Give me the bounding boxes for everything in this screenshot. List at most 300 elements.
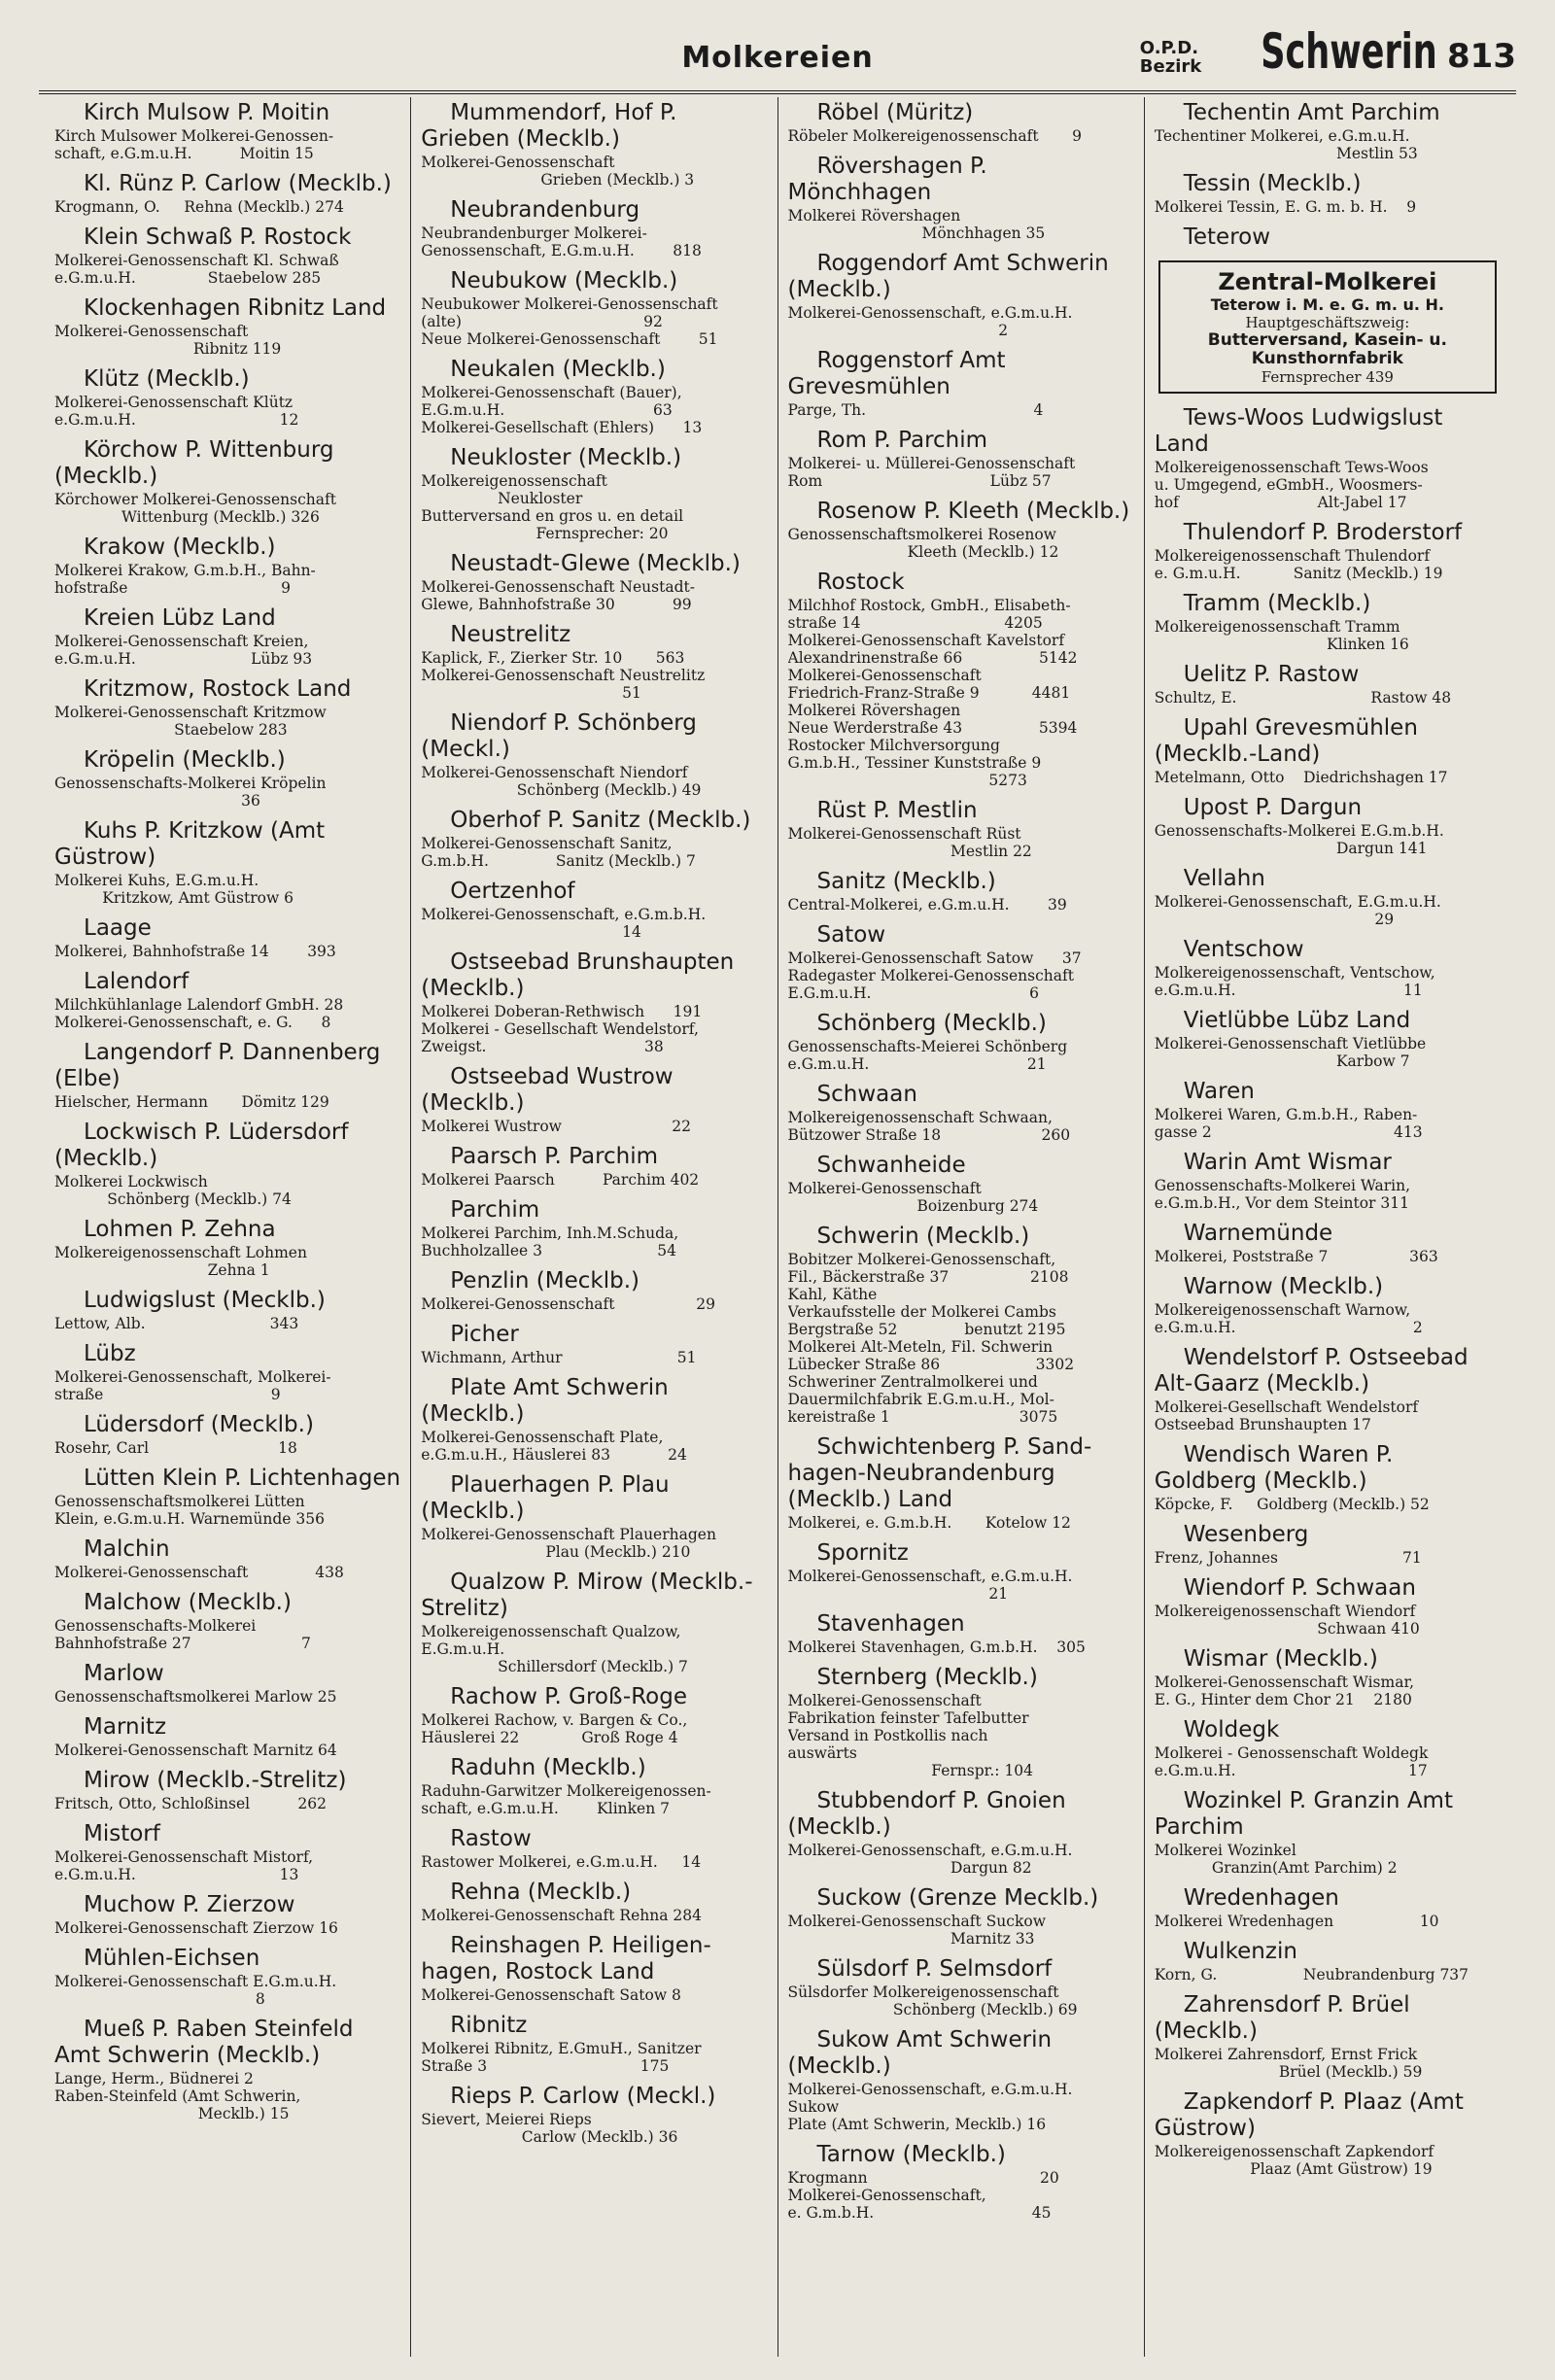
place-name: Muchow P. Zierzow xyxy=(84,1892,295,1917)
entry-line: Raduhn-Garwitzer Molkereigenossen- xyxy=(421,1782,711,1800)
entry-line: Molkerei-Genossenschaft Satow 8 xyxy=(421,1986,681,2004)
directory-entry xyxy=(421,949,767,1055)
directory-entry xyxy=(788,1788,1134,1877)
place-name: Rostock xyxy=(816,569,905,595)
entry-line: Schweriner Zentralmolkerei und xyxy=(787,1373,1038,1391)
place-name: Rom P. Parchim xyxy=(816,428,988,453)
entry-line: Karbow 7 xyxy=(1154,1052,1410,1070)
entry-line: Klein, e.G.m.u.H. Warnemünde 356 xyxy=(54,1510,325,1528)
entry-line: E. G., Hinter dem Chor 21 2180 xyxy=(1154,1691,1412,1708)
place-name: Ribnitz xyxy=(450,2013,528,2038)
entry-line: Brüel (Mecklb.) 59 xyxy=(1154,2063,1423,2081)
entry-line: Plaaz (Amt Güstrow) 19 xyxy=(1154,2160,1433,2178)
place-name: Oberhof P. Sanitz (Mecklb.) xyxy=(450,808,751,833)
entry-line: Dauermilchfabrik E.G.m.u.H., Mol- xyxy=(787,1391,1054,1408)
entry-line: Molkerei Lockwisch xyxy=(54,1173,208,1190)
directory-entry xyxy=(421,1472,767,1561)
place-name: Warnemünde xyxy=(1183,1221,1333,1246)
directory-entry xyxy=(54,1946,400,2008)
directory-entry xyxy=(1155,591,1501,653)
directory-entry xyxy=(421,1144,767,1189)
entry-line: Bobitzer Molkerei-Genossenschaft, xyxy=(787,1251,1056,1268)
entry-line: Neubukower Molkerei-Genossenschaft xyxy=(421,295,718,313)
place-name: Rastow xyxy=(450,1826,532,1851)
entry-line: Krogmann, O. Rehna (Mecklb.) 274 xyxy=(54,198,344,216)
entry-line: Zweigst. 38 xyxy=(421,1038,664,1055)
entry-line: Molkerei-Genossenschaft Kavelstorf xyxy=(787,632,1065,649)
entry-line: Molkereigenossenschaft Qualzow, xyxy=(421,1623,681,1640)
place-name: Stubbendorf P. Gnoien (Mecklb.) xyxy=(787,1788,1066,1840)
place-name: Wendelstorf P. Ostseebad Alt-Gaarz (Mecklb.) xyxy=(1154,1345,1469,1397)
place-name: Mueß P. Raben Steinfeld Amt Schwerin (Mecklb.) xyxy=(54,2017,354,2068)
entry-line: Molkerei Krakow, G.m.b.H., Bahn- xyxy=(54,562,316,579)
entry-line: Boizenburg 274 xyxy=(787,1197,1039,1215)
directory-entry xyxy=(54,1661,400,1706)
place-name: Rachow P. Groß-Roge xyxy=(450,1684,687,1709)
entry-line: Alexandrinenstraße 66 5142 xyxy=(787,649,1078,667)
directory-entry xyxy=(54,224,400,287)
entry-line: Häuslerei 22 Groß Roge 4 xyxy=(421,1729,678,1746)
column-1 xyxy=(45,97,411,2357)
entry-line: schaft, e.G.m.u.H. Moitin 15 xyxy=(54,145,314,162)
district-city: Schwerin xyxy=(1261,23,1438,80)
place-name: Vellahn xyxy=(1183,866,1265,891)
entry-line: Staebelow 283 xyxy=(54,721,288,739)
entry-line: Molkerei-Genossenschaft Plauerhagen xyxy=(421,1526,716,1543)
place-name: Lütten Klein P. Lichtenhagen xyxy=(84,1466,401,1491)
entry-line: Milchhof Rostock, GmbH., Elisabeth- xyxy=(787,597,1071,614)
directory-entry xyxy=(1155,1274,1501,1336)
entry-line: Genossenschafts-Molkerei Kröpelin xyxy=(54,775,327,792)
entry-line: Buchholzallee 3 54 xyxy=(421,1242,676,1259)
entry-line: Molkerei-Genossenschaft Plate, xyxy=(421,1429,664,1446)
directory-entry xyxy=(421,710,767,799)
entry-line: Molkerei Waren, G.m.b.H., Raben- xyxy=(1154,1106,1418,1123)
entry-line: Schönberg (Mecklb.) 69 xyxy=(787,2001,1078,2018)
place-name: Mühlen-Eichsen xyxy=(84,1946,260,1971)
place-name: Klein Schwaß P. Rostock xyxy=(84,224,352,250)
entry-line: Molkereigenossenschaft, Ventschow, xyxy=(1154,964,1435,982)
directory-entry xyxy=(54,535,400,597)
place-name: Tessin (Mecklb.) xyxy=(1183,171,1362,196)
entry-line: auswärts xyxy=(787,1744,857,1762)
entry-line: Molkerei Ribnitz, E.GmuH., Sanitzer xyxy=(421,2040,702,2057)
directory-entry xyxy=(54,1466,400,1528)
entry-line: Molkerei-Genossenschaft, E.G.m.u.H. xyxy=(1154,893,1441,911)
entry-line: Granzin(Amt Parchim) 2 xyxy=(1154,1859,1398,1877)
entry-line: E.G.m.u.H. 63 xyxy=(421,401,673,419)
directory-entry xyxy=(54,295,400,358)
header-rule xyxy=(39,90,1516,94)
place-name: Schwerin (Mecklb.) xyxy=(816,1224,1030,1249)
directory-entry xyxy=(1155,1345,1501,1433)
entry-line: Rastower Molkerei, e.G.m.u.H. 14 xyxy=(421,1853,702,1871)
directory-entry xyxy=(54,1120,400,1208)
entry-line: Molkerei Rövershagen xyxy=(787,207,961,224)
entry-line: G.m.b.H., Tessiner Kunststraße 9 xyxy=(787,754,1042,772)
entry-line: Lettow, Alb. 343 xyxy=(54,1315,299,1332)
entry-line: 21 xyxy=(787,1585,1009,1603)
entry-line: gasse 2 413 xyxy=(1154,1123,1423,1141)
directory-entry xyxy=(788,1011,1134,1073)
directory-entry xyxy=(421,1684,767,1746)
entry-line: Fernsprecher: 20 xyxy=(421,525,669,542)
entry-line: Molkerei Parchim, Inh.M.Schuda, xyxy=(421,1224,679,1242)
place-name: Körchow P. Wittenburg (Mecklb.) xyxy=(54,437,334,489)
place-name: Kl. Rünz P. Carlow (Mecklb.) xyxy=(84,171,392,196)
entry-line: Neue Molkerei-Genossenschaft 51 xyxy=(421,330,718,348)
entry-line: 29 xyxy=(1154,911,1395,928)
place-name: Sülsdorf P. Selmsdorf xyxy=(816,1956,1053,1982)
directory-entry xyxy=(788,251,1134,339)
entry-line: Genossenschaftsmolkerei Rosenow xyxy=(787,526,1056,543)
place-name: Kirch Mulsow P. Moitin xyxy=(84,100,330,125)
place-name: Lübz xyxy=(84,1341,136,1366)
place-name: Kuhs P. Kritzkow (Amt Güstrow) xyxy=(54,818,326,870)
place-name: Sanitz (Mecklb.) xyxy=(816,869,996,894)
entry-line: e. G.m.u.H. Sanitz (Mecklb.) 19 xyxy=(1154,565,1443,582)
place-name: Wozinkel P. Granzin Amt Parchim xyxy=(1154,1788,1453,1840)
place-name: Zahrensdorf P. Brüel (Mecklb.) xyxy=(1154,1992,1410,2044)
entry-line: Genossenschaft, E.G.m.u.H. 818 xyxy=(421,242,702,259)
directory-entry xyxy=(54,1590,400,1652)
entry-line: Molkerei-Genossenschaft xyxy=(787,667,982,684)
entry-line: Glewe, Bahnhofstraße 30 99 xyxy=(421,596,692,613)
directory-entry xyxy=(1155,1646,1501,1708)
place-name: Langendorf P. Dannenberg (Elbe) xyxy=(54,1040,381,1091)
place-name: Warnow (Mecklb.) xyxy=(1183,1274,1384,1299)
entry-line: e.G.m.u.H. Lübz 93 xyxy=(54,650,313,668)
place-name: Ludwigslust (Mecklb.) xyxy=(84,1288,326,1313)
directory-entry xyxy=(788,1611,1134,1656)
entry-line: Parge, Th. 4 xyxy=(787,401,1044,419)
entry-line: Genossenschafts-Meierei Schönberg xyxy=(787,1038,1068,1055)
directory-entry xyxy=(788,2142,1134,2222)
entry-line: 2 xyxy=(787,322,1009,339)
entry-line: Kleeth (Mecklb.) 12 xyxy=(787,543,1059,561)
place-name: Upost P. Dargun xyxy=(1183,795,1363,820)
entry-line: Kahl, Käthe xyxy=(787,1286,878,1303)
entry-line: Genossenschaftsmolkerei Marlow 25 xyxy=(54,1688,337,1706)
entry-line: Metelmann, Otto Diedrichshagen 17 xyxy=(1154,769,1448,786)
entry-line: Fabrikation feinster Tafelbutter xyxy=(787,1709,1029,1727)
directory-entry xyxy=(54,1536,400,1581)
entry-line: Molkerei, Poststraße 7 363 xyxy=(1154,1248,1438,1265)
entry-line: Kaplick, F., Zierker Str. 10 563 xyxy=(421,649,685,667)
directory-entry xyxy=(54,676,400,739)
entry-line: Molkerei, Bahnhofstraße 14 393 xyxy=(54,943,336,960)
entry-line: Molkereigenossenschaft Zapkendorf xyxy=(1154,2143,1434,2160)
entry-line: Bergstraße 52 benutzt 2195 xyxy=(787,1321,1066,1338)
place-name: Neustadt-Glewe (Mecklb.) xyxy=(450,551,741,576)
directory-entry xyxy=(421,551,767,613)
directory-entry xyxy=(788,428,1134,490)
directory-entry xyxy=(54,1412,400,1457)
place-name: Suckow (Grenze Mecklb.) xyxy=(816,1885,1099,1911)
entry-line: Central-Molkerei, e.G.m.u.H. 39 xyxy=(787,896,1067,914)
place-name: Neukloster (Mecklb.) xyxy=(450,445,682,470)
place-name: Thulendorf P. Broderstorf xyxy=(1183,520,1463,545)
place-name: Lohmen P. Zehna xyxy=(84,1217,276,1242)
entry-line: e. G.m.b.H. 45 xyxy=(787,2204,1052,2222)
directory-entry xyxy=(54,2017,400,2122)
place-name: Penzlin (Mecklb.) xyxy=(450,1268,639,1293)
entry-line: Sülsdorfer Molkereigenossenschaft xyxy=(787,1983,1059,2001)
entry-line: Schultz, E. Rastow 48 xyxy=(1154,689,1452,707)
directory-entry xyxy=(1155,1522,1501,1567)
entry-line: Molkerei Stavenhagen, G.m.b.H. 305 xyxy=(787,1638,1086,1656)
entry-line: Radegaster Molkerei-Genossenschaft xyxy=(787,967,1074,984)
directory-entry xyxy=(1155,866,1501,928)
entry-line: Molkerei-Gesellschaft Wendelstorf xyxy=(1154,1398,1419,1416)
directory-entry xyxy=(54,605,400,668)
entry-line: Molkerei-Genossenschaft, Molkerei- xyxy=(54,1368,331,1386)
entry-line: Genossenschaftsmolkerei Lütten xyxy=(54,1493,305,1510)
place-name: Wesenberg xyxy=(1183,1522,1309,1547)
entry-line: Molkereigenossenschaft Schwaan, xyxy=(787,1109,1053,1126)
place-name: Plauerhagen P. Plau (Mecklb.) xyxy=(421,1472,670,1524)
place-name: Mistorf xyxy=(84,1821,160,1846)
entry-line: Lange, Herm., Büdnerei 2 xyxy=(54,2070,254,2087)
entry-line: Molkerei Wredenhagen 10 xyxy=(1154,1913,1439,1930)
place-name: Ostseebad Wustrow (Mecklb.) xyxy=(421,1064,674,1116)
directory-entry xyxy=(788,1885,1134,1948)
place-name: Rosenow P. Kleeth (Mecklb.) xyxy=(816,499,1130,524)
entry-line: Fritsch, Otto, Schloßinsel 262 xyxy=(54,1795,327,1812)
entry-line: Molkereigenossenschaft Warnow, xyxy=(1154,1301,1411,1319)
entry-line: Dargun 141 xyxy=(1154,840,1428,857)
entry-line: Sukow xyxy=(787,2098,840,2116)
entry-line: e.G.m.u.H. Staebelow 285 xyxy=(54,269,322,287)
entry-line: Marnitz 33 xyxy=(787,1930,1035,1948)
place-name: Picher xyxy=(450,1322,519,1347)
entry-line: hof Alt-Jabel 17 xyxy=(1154,494,1407,511)
place-name: Oertzenhof xyxy=(450,879,575,904)
directory-entry xyxy=(421,622,767,702)
entry-line: 8 xyxy=(54,1990,265,2008)
directory-entry xyxy=(1155,1717,1501,1779)
box-branch-label: Hauptgeschäftszweig: xyxy=(1245,314,1410,331)
entry-line: e.G.m.b.H., Vor dem Steintor 311 xyxy=(1154,1194,1409,1212)
column-2 xyxy=(411,97,778,2357)
entry-line: Molkerei-Genossenschaft Wismar, xyxy=(1154,1673,1415,1691)
directory-entry xyxy=(1155,1079,1501,1141)
entry-line: Grieben (Mecklb.) 3 xyxy=(421,171,695,189)
place-name: Marnitz xyxy=(84,1714,167,1740)
entry-line: Milchkühlanlage Lalendorf GmbH. 28 xyxy=(54,996,344,1014)
directory-entry xyxy=(788,869,1134,914)
entry-line: e.G.m.u.H., Häuslerei 83 24 xyxy=(421,1446,687,1464)
entry-line: Fernspr.: 104 xyxy=(787,1762,1034,1779)
entry-line: schaft, e.G.m.u.H. Klinken 7 xyxy=(421,1800,670,1817)
entry-line: 36 xyxy=(54,792,260,810)
place-name: Sternberg (Mecklb.) xyxy=(816,1665,1038,1690)
place-name: Satow xyxy=(816,922,886,948)
directory-entry xyxy=(421,1322,767,1366)
place-name: Klütz (Mecklb.) xyxy=(84,366,250,392)
directory-entry xyxy=(1155,1939,1501,1983)
entry-line: (alte) 92 xyxy=(421,313,663,330)
entry-line: Molkerei-Genossenschaft Rehna 284 xyxy=(421,1907,702,1924)
entry-line: E.G.m.u.H. xyxy=(421,1640,505,1658)
directory-entry xyxy=(54,1288,400,1332)
directory-entry xyxy=(788,569,1134,789)
entry-line: Molkereigenossenschaft xyxy=(421,472,607,490)
header-district xyxy=(1139,23,1516,80)
entry-line: Genossenschafts-Molkerei E.G.m.b.H. xyxy=(1154,822,1444,840)
place-name: Kritzmow, Rostock Land xyxy=(84,676,352,702)
directory-entry xyxy=(54,1714,400,1759)
directory-entry xyxy=(1155,937,1501,999)
place-name: Rövershagen P. Mönchhagen xyxy=(787,154,987,205)
box-business: Butterversand, Kasein- u. Kunsthornfabrik xyxy=(1207,330,1447,368)
directory-entry xyxy=(1155,520,1501,582)
entry-line: Korn, G. Neubrandenburg 737 xyxy=(1154,1966,1469,1983)
entry-line: Hielscher, Hermann Dömitz 129 xyxy=(54,1093,329,1111)
entry-line: 14 xyxy=(421,923,641,941)
entry-line: Molkerei Doberan-Rethwisch 191 xyxy=(421,1003,703,1020)
entry-line: Molkerei-Genossenschaft xyxy=(54,323,249,340)
entry-line: Molkerei-Genossenschaft Satow 37 xyxy=(787,949,1082,967)
entry-line: Molkerei-Genossenschaft Mistorf, xyxy=(54,1848,314,1866)
entry-line: Straße 3 175 xyxy=(421,2057,670,2075)
place-name: Mummendorf, Hof P. Grieben (Mecklb.) xyxy=(421,100,677,152)
directory-entry xyxy=(54,747,400,810)
entry-line: Molkereigenossenschaft Tews-Woos xyxy=(1154,459,1429,476)
entry-line: Rosehr, Carl 18 xyxy=(54,1439,297,1457)
place-name: Parchim xyxy=(450,1197,540,1223)
entry-line: Raben-Steinfeld (Amt Schwerin, xyxy=(54,2087,301,2105)
entry-line: Schönberg (Mecklb.) 74 xyxy=(54,1190,292,1208)
place-name: Schwaan xyxy=(816,1082,917,1107)
column-3 xyxy=(778,97,1145,2357)
entry-line: u. Umgegend, eGmbH., Woosmers- xyxy=(1154,476,1423,494)
page-header xyxy=(39,23,1516,87)
entry-line: Verkaufsstelle der Molkerei Cambs xyxy=(787,1303,1056,1321)
directory-entry xyxy=(788,1153,1134,1215)
entry-line: Molkerei-Genossenschaft, e.G.m.b.H. xyxy=(421,906,707,923)
entry-line: Molkerei, e. G.m.b.H. Kotelow 12 xyxy=(787,1514,1071,1532)
directory-columns xyxy=(45,97,1510,2357)
place-name: Wredenhagen xyxy=(1183,1885,1339,1911)
entry-line: Molkerei-Genossenschaft Neustadt- xyxy=(421,578,695,596)
entry-line: Genossenschafts-Molkerei Warin, xyxy=(1154,1177,1410,1194)
entry-line: Molkerei-Genossenschaft, e.G.m.u.H. xyxy=(787,1568,1073,1585)
entry-line: Zehna 1 xyxy=(54,1261,270,1279)
entry-line: Ostseebad Brunshaupten 17 xyxy=(1154,1416,1371,1433)
entry-line: Schwaan 410 xyxy=(1154,1620,1420,1638)
entry-line: Molkerei Wustrow 22 xyxy=(421,1118,691,1135)
place-name: Ostseebad Brunshaupten (Mecklb.) xyxy=(421,949,735,1001)
place-name: Plate Amt Schwerin (Mecklb.) xyxy=(421,1375,669,1427)
column-4 xyxy=(1145,97,1510,2357)
entry-line: Molkerei Rachow, v. Bargen & Co., xyxy=(421,1711,688,1729)
entry-line: Frenz, Johannes 71 xyxy=(1154,1549,1422,1567)
entry-line: Molkerei Zahrensdorf, Ernst Frick xyxy=(1154,2046,1418,2063)
entry-line: Bützower Straße 18 260 xyxy=(787,1126,1071,1144)
directory-entry xyxy=(421,1064,767,1135)
entry-line: G.m.b.H. Sanitz (Mecklb.) 7 xyxy=(421,852,696,870)
directory-entry xyxy=(54,1341,400,1403)
directory-entry xyxy=(1155,715,1501,786)
place-name: Raduhn (Mecklb.) xyxy=(450,1755,646,1780)
directory-entry xyxy=(1155,1150,1501,1212)
place-name: Wulkenzin xyxy=(1183,1939,1297,1964)
directory-entry xyxy=(54,915,400,960)
entry-line: Molkerei-Genossenschaft Vietlübbe xyxy=(1154,1035,1427,1052)
directory-entry xyxy=(421,1268,767,1313)
place-name: Röbel (Müritz) xyxy=(816,100,974,125)
place-name: Roggenstorf Amt Grevesmühlen xyxy=(787,348,1006,399)
entry-line: Molkerei-Genossenschaft xyxy=(421,154,615,171)
entry-line: Molkerei-Gesellschaft (Ehlers) 13 xyxy=(421,419,703,436)
directory-entry xyxy=(1155,405,1501,511)
directory-entry xyxy=(421,1569,767,1675)
entry-line: hofstraße 9 xyxy=(54,579,291,597)
directory-entry xyxy=(1155,795,1501,857)
entry-line: Plate (Amt Schwerin, Mecklb.) 16 xyxy=(787,2116,1047,2133)
place-name: Roggendorf Amt Schwerin (Mecklb.) xyxy=(787,251,1109,302)
entry-line: Molkerei-Genossenschaft Zierzow 16 xyxy=(54,1919,338,1937)
entry-line: Mestlin 53 xyxy=(1154,145,1418,162)
place-name: Zapkendorf P. Plaaz (Amt Güstrow) xyxy=(1154,2089,1464,2141)
entry-line: Molkerei-Genossenschaft Rüst xyxy=(787,825,1021,843)
directory-entry xyxy=(421,1933,767,2004)
page-number: 813 xyxy=(1447,37,1516,76)
entry-line: Genossenschafts-Molkerei xyxy=(54,1617,257,1635)
place-name: Rehna (Mecklb.) xyxy=(450,1880,632,1905)
directory-entry xyxy=(54,818,400,907)
entry-line: Neukloster xyxy=(421,490,583,507)
directory-entry xyxy=(421,879,767,941)
entry-line: Kritzkow, Amt Güstrow 6 xyxy=(54,889,294,907)
directory-entry xyxy=(1155,171,1501,216)
directory-entry xyxy=(788,100,1134,145)
directory-entry xyxy=(788,922,1134,1002)
entry-line: Schillersdorf (Mecklb.) 7 xyxy=(421,1658,688,1675)
entry-line: Molkerei-Genossenschaft Suckow xyxy=(787,1913,1046,1930)
place-name: Malchin xyxy=(84,1536,170,1562)
directory-entry xyxy=(1155,1885,1501,1930)
entry-line: e.G.m.u.H. 13 xyxy=(54,1866,299,1883)
entry-line: Molkerei-Genossenschaft xyxy=(787,1692,982,1709)
entry-line: Schönberg (Mecklb.) 49 xyxy=(421,781,702,799)
entry-line: Friedrich-Franz-Straße 9 4481 xyxy=(787,684,1071,702)
directory-entry xyxy=(1155,662,1501,707)
entry-line: Molkerei-Genossenschaft (Bauer), xyxy=(421,384,682,401)
entry-line: Molkerei Wozinkel xyxy=(1154,1842,1296,1859)
entry-line: Ribnitz 119 xyxy=(54,340,282,358)
entry-line: Molkerei-Genossenschaft xyxy=(787,1180,982,1197)
entry-line: Körchower Molkerei-Genossenschaft xyxy=(54,491,336,508)
entry-line: Mecklb.) 15 xyxy=(54,2105,290,2122)
entry-line: Rom Lübz 57 xyxy=(787,472,1052,490)
entry-line: Molkerei - Gesellschaft Wendelstorf, xyxy=(421,1020,699,1038)
entry-line: Mönchhagen 35 xyxy=(787,224,1046,242)
place-name: Spornitz xyxy=(816,1540,909,1566)
entry-line: Molkerei-Genossenschaft 29 xyxy=(421,1295,715,1313)
entry-line: Molkerei-Genossenschaft, e.G.m.u.H. xyxy=(787,2081,1073,2098)
place-name: Upahl Grevesmühlen (Mecklb.-Land) xyxy=(1154,715,1418,767)
entry-line: Kirch Mulsower Molkerei-Genossen- xyxy=(54,127,334,145)
directory-entry xyxy=(1155,1788,1501,1877)
entry-line: Molkerei-Genossenschaft E.G.m.u.H. xyxy=(54,1973,337,1990)
entry-line: Bahnhofstraße 27 7 xyxy=(54,1635,311,1652)
zentral-molkerei-box xyxy=(1158,260,1497,394)
entry-line: Molkerei-Genossenschaft Niendorf xyxy=(421,764,688,781)
entry-line: Molkereigenossenschaft Tramm xyxy=(1154,618,1400,636)
place-name: Wismar (Mecklb.) xyxy=(1183,1646,1378,1672)
